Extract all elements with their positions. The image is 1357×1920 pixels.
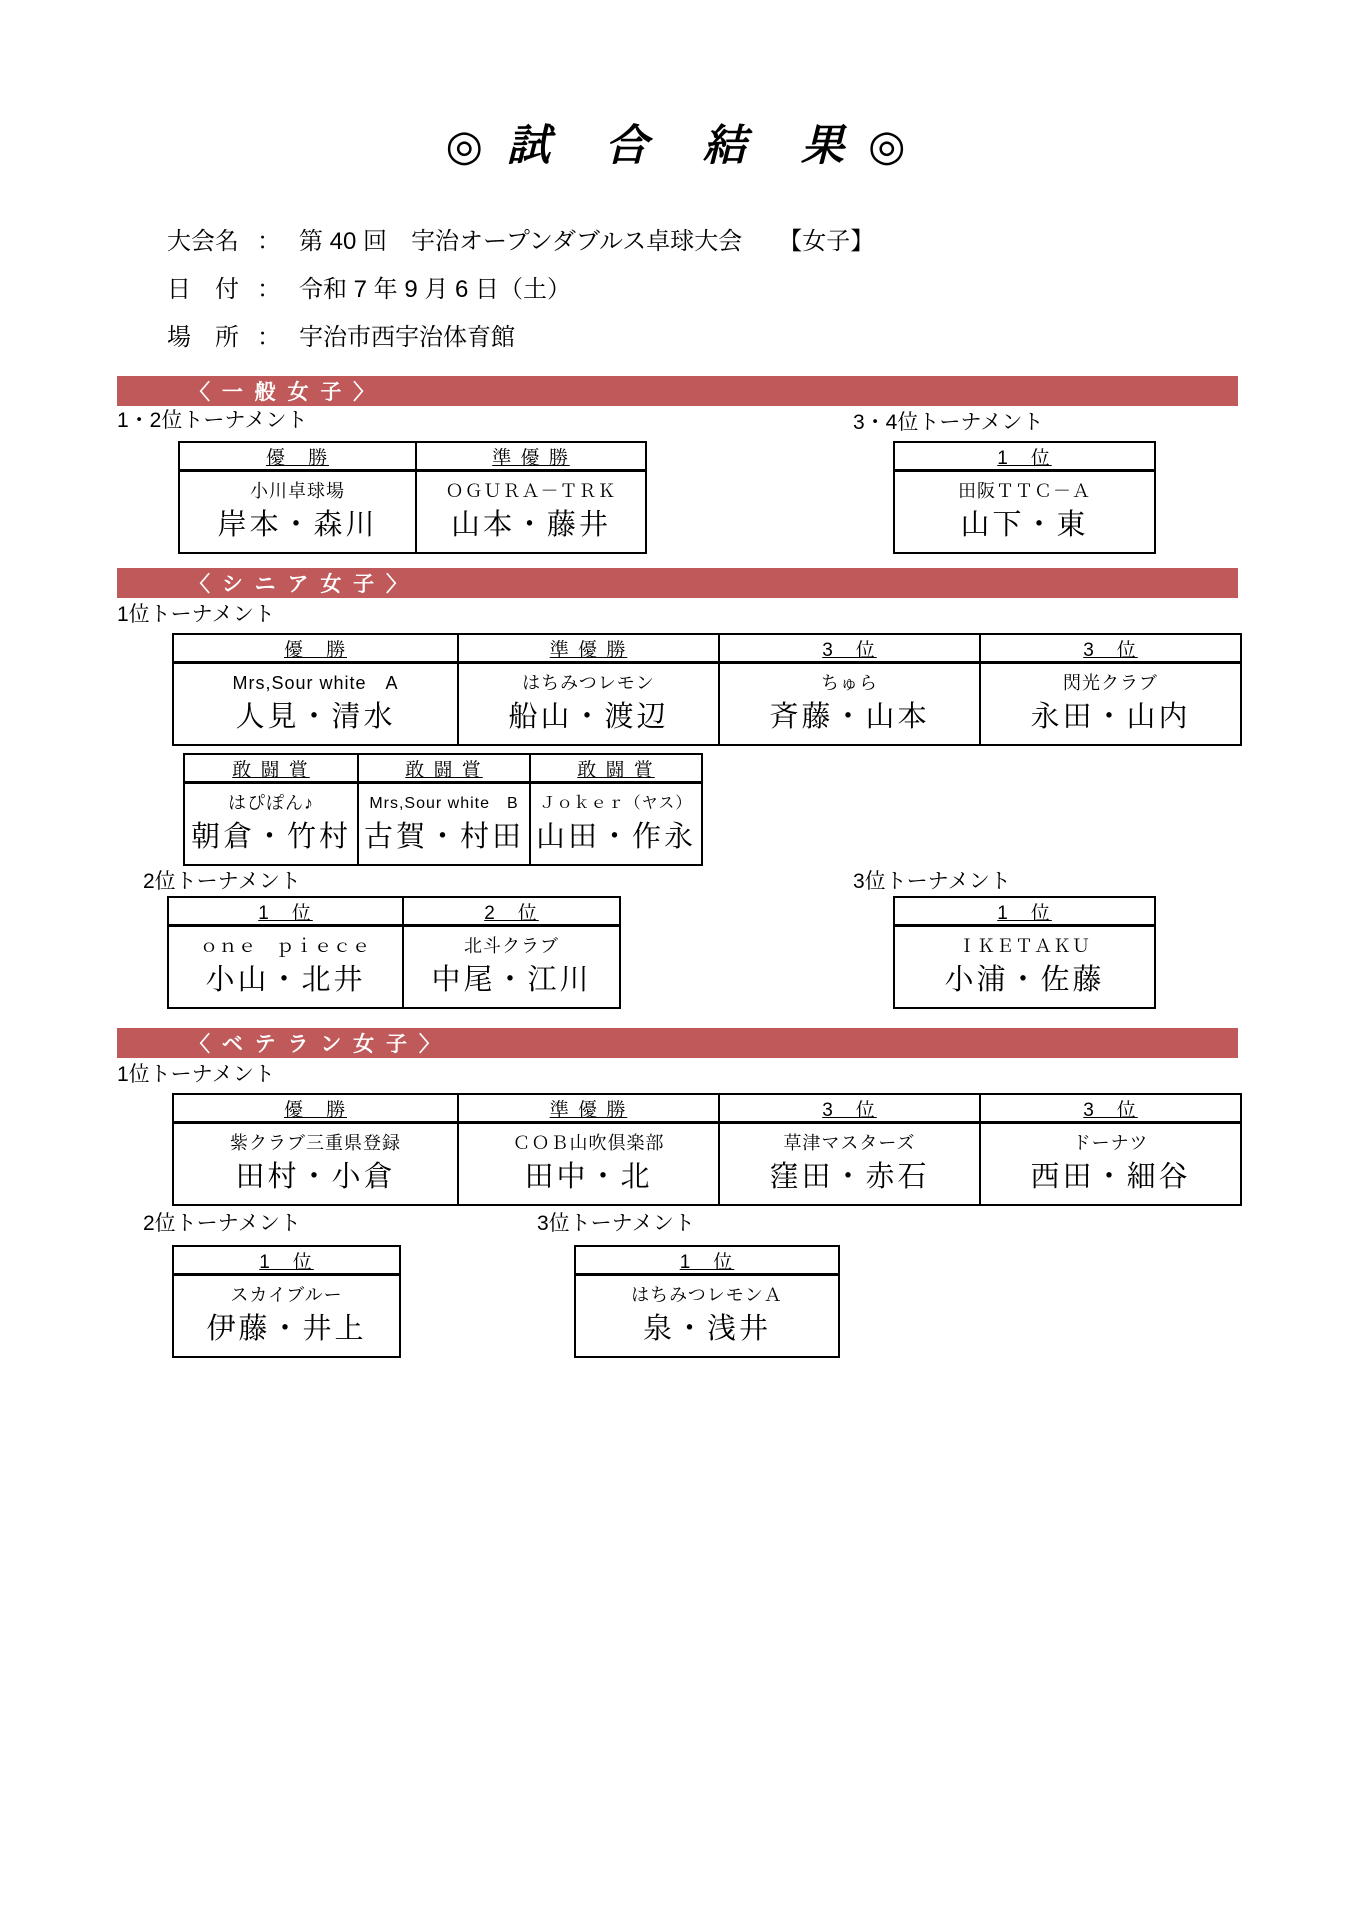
- rank-header: [459, 635, 718, 664]
- team-name: 北斗クラブ: [464, 935, 559, 956]
- meta-colon: ：: [257, 275, 281, 303]
- tournament-label: 2位トーナメント: [143, 1212, 301, 1235]
- tournament-label: 2位トーナメント: [143, 870, 301, 893]
- meta-value-event-venue: 宇治市西宇治体育館: [299, 323, 515, 351]
- rank-header: [459, 1095, 718, 1124]
- meta-colon: ：: [257, 227, 281, 255]
- meta-value-tournament-name: 第 40 回 宇治オープンダブルス卓球大会 【女子】: [299, 227, 875, 255]
- rank-header: [576, 1247, 838, 1276]
- results-table-veteran-2nd: [172, 1245, 401, 1358]
- team-name: はぴぽん♪: [228, 792, 314, 813]
- player-names: 西田・細谷: [1030, 1160, 1191, 1193]
- result-column: [718, 635, 979, 744]
- rank-label: 1 位: [997, 902, 1052, 924]
- section-banner-senior-women: 〈 シ ニ ア 女 子 〉: [117, 568, 1238, 598]
- tournament-label: 1位トーナメント: [117, 603, 275, 626]
- player-names: 窪田・赤石: [769, 1160, 930, 1193]
- result-column: [979, 635, 1240, 744]
- result-cell: [576, 1276, 838, 1356]
- rank-label: 3 位: [1083, 639, 1138, 661]
- team-name: ドーナツ: [1072, 1132, 1149, 1153]
- results-table-senior-2nd: [167, 896, 621, 1009]
- player-names: 朝倉・竹村: [190, 820, 351, 853]
- rank-label: 敢 闘 賞: [577, 759, 655, 781]
- rank-label: 準 優 勝: [549, 1099, 628, 1121]
- rank-label: 準 優 勝: [492, 447, 570, 469]
- meta-label: 日 付: [167, 275, 239, 303]
- team-name: Ｊｏｋｅｒ（ヤス）: [539, 794, 693, 812]
- result-cell: [174, 1276, 399, 1356]
- result-cell: [981, 1124, 1240, 1204]
- rank-label: 準 優 勝: [549, 639, 628, 661]
- rank-header: [720, 635, 979, 664]
- tournament-label: 3・4位トーナメント: [853, 411, 1044, 434]
- event-meta: [167, 214, 874, 358]
- team-name: 紫クラブ三重県登録: [230, 1132, 401, 1153]
- result-column: [415, 443, 645, 552]
- result-cell: [169, 927, 402, 1007]
- team-name: ＣＯＢ山吹倶楽部: [512, 1132, 665, 1153]
- team-name: スカイブルー: [230, 1284, 343, 1305]
- result-column: [169, 898, 402, 1007]
- results-table-senior-1st: [172, 633, 1242, 746]
- result-column: [895, 898, 1154, 1007]
- player-names: 泉・浅井: [642, 1312, 771, 1345]
- player-names: 山下・東: [960, 508, 1089, 541]
- rank-header: [169, 898, 402, 927]
- result-cell: [185, 784, 357, 864]
- result-column: [180, 443, 415, 552]
- result-cell: [180, 472, 415, 552]
- rank-header: [180, 443, 415, 472]
- section-banner-veteran-women: 〈 ベ テ ラ ン 女 子 〉: [117, 1028, 1238, 1058]
- result-column: [402, 898, 619, 1007]
- results-table-general-12: [178, 441, 647, 554]
- team-name: Mrs,Sour white A: [232, 672, 399, 693]
- player-names: 永田・山内: [1030, 700, 1191, 733]
- rank-header: [981, 635, 1240, 664]
- rank-header: [531, 755, 701, 784]
- rank-label: 1 位: [259, 1251, 314, 1273]
- player-names: 小山・北井: [205, 963, 366, 996]
- result-cell: [404, 927, 619, 1007]
- results-table-senior-3rd: [893, 896, 1156, 1009]
- team-name: はちみつレモン: [522, 672, 655, 693]
- team-name: ｏｎｅ ｐｉｅｃｅ: [200, 935, 371, 956]
- rank-label: 1 位: [997, 447, 1052, 469]
- team-name: ちゅら: [821, 672, 878, 693]
- rank-label: 敢 闘 賞: [405, 759, 483, 781]
- result-column: [576, 1247, 838, 1356]
- section-banner-general-women: 〈 一 般 女 子 〉: [117, 376, 1238, 406]
- player-names: 山田・作永: [535, 820, 696, 853]
- tournament-label: 1・2位トーナメント: [117, 409, 308, 432]
- result-cell: [417, 472, 645, 552]
- player-names: 小浦・佐藤: [944, 963, 1105, 996]
- page-title: ◎ 試 合 結 果 ◎: [445, 122, 912, 170]
- result-cell: [895, 927, 1154, 1007]
- result-cell: [359, 784, 529, 864]
- result-column: [185, 755, 357, 864]
- result-column: [895, 443, 1154, 552]
- meta-label: 場 所: [167, 323, 239, 351]
- team-name: はちみつレモンＡ: [631, 1284, 783, 1305]
- team-name: 草津マスターズ: [783, 1132, 916, 1153]
- player-names: 田中・北: [524, 1160, 653, 1193]
- rank-label: 1 位: [679, 1251, 735, 1273]
- rank-label: 2 位: [484, 902, 539, 924]
- result-cell: [720, 1124, 979, 1204]
- result-cell: [459, 664, 718, 744]
- result-column: [174, 1247, 399, 1356]
- result-cell: [531, 784, 701, 864]
- player-names: 中尾・江川: [431, 963, 592, 996]
- team-name: Mrs,Sour white B: [369, 794, 519, 812]
- player-names: 古賀・村田: [363, 820, 524, 853]
- result-column: [457, 635, 718, 744]
- meta-row-venue: [167, 310, 874, 358]
- result-cell: [720, 664, 979, 744]
- result-column: [174, 1095, 457, 1204]
- rank-label: 3 位: [822, 639, 877, 661]
- result-cell: [174, 1124, 457, 1204]
- rank-label: 敢 闘 賞: [232, 759, 310, 781]
- rank-label: 3 位: [822, 1099, 877, 1121]
- tournament-label: 3位トーナメント: [853, 870, 1011, 893]
- rank-label: 優 勝: [265, 447, 329, 469]
- rank-header: [895, 898, 1154, 927]
- results-table-senior-fighting-spirit: [183, 753, 703, 866]
- result-column: [174, 635, 457, 744]
- result-column: [529, 755, 701, 864]
- rank-header: [174, 1095, 457, 1124]
- tournament-label: 1位トーナメント: [117, 1063, 275, 1086]
- rank-header: [981, 1095, 1240, 1124]
- player-names: 斉藤・山本: [769, 700, 930, 733]
- rank-label: 優 勝: [283, 1099, 347, 1121]
- team-name: 小川卓球場: [250, 480, 345, 501]
- team-name: 閃光クラブ: [1063, 672, 1158, 693]
- rank-header: [174, 635, 457, 664]
- rank-header: [895, 443, 1154, 472]
- team-name: 田阪ＴＴＣ－Ａ: [958, 480, 1091, 501]
- rank-header: [185, 755, 357, 784]
- player-names: 岸本・森川: [217, 508, 378, 541]
- tournament-label: 3位トーナメント: [537, 1212, 695, 1235]
- result-cell: [981, 664, 1240, 744]
- player-names: 船山・渡辺: [508, 700, 669, 733]
- rank-header: [404, 898, 619, 927]
- player-names: 人見・清水: [235, 700, 396, 733]
- meta-colon: ：: [257, 323, 281, 351]
- meta-row-date: [167, 262, 874, 310]
- rank-label: 1 位: [258, 902, 313, 924]
- meta-row-tournament: [167, 214, 874, 262]
- result-column: [357, 755, 529, 864]
- result-cell: [895, 472, 1154, 552]
- team-name: ＩＫＥＴＡＫＵ: [958, 935, 1091, 956]
- results-table-general-34: [893, 441, 1156, 554]
- results-table-veteran-3rd: [574, 1245, 840, 1358]
- result-column: [718, 1095, 979, 1204]
- meta-label: 大会名: [167, 227, 239, 255]
- team-name: ＯＧＵＲＡ－ＴＲＫ: [445, 480, 617, 501]
- rank-header: [720, 1095, 979, 1124]
- player-names: 田村・小倉: [235, 1160, 396, 1193]
- result-column: [979, 1095, 1240, 1204]
- rank-header: [359, 755, 529, 784]
- rank-label: 3 位: [1083, 1099, 1138, 1121]
- result-column: [457, 1095, 718, 1204]
- meta-value-event-date: 令和 7 年 9 月 6 日（土）: [299, 275, 572, 303]
- result-cell: [459, 1124, 718, 1204]
- player-names: 山本・藤井: [450, 508, 611, 541]
- result-cell: [174, 664, 457, 744]
- rank-label: 優 勝: [283, 639, 347, 661]
- player-names: 伊藤・井上: [206, 1312, 367, 1345]
- rank-header: [417, 443, 645, 472]
- results-table-veteran-1st: [172, 1093, 1242, 1206]
- rank-header: [174, 1247, 399, 1276]
